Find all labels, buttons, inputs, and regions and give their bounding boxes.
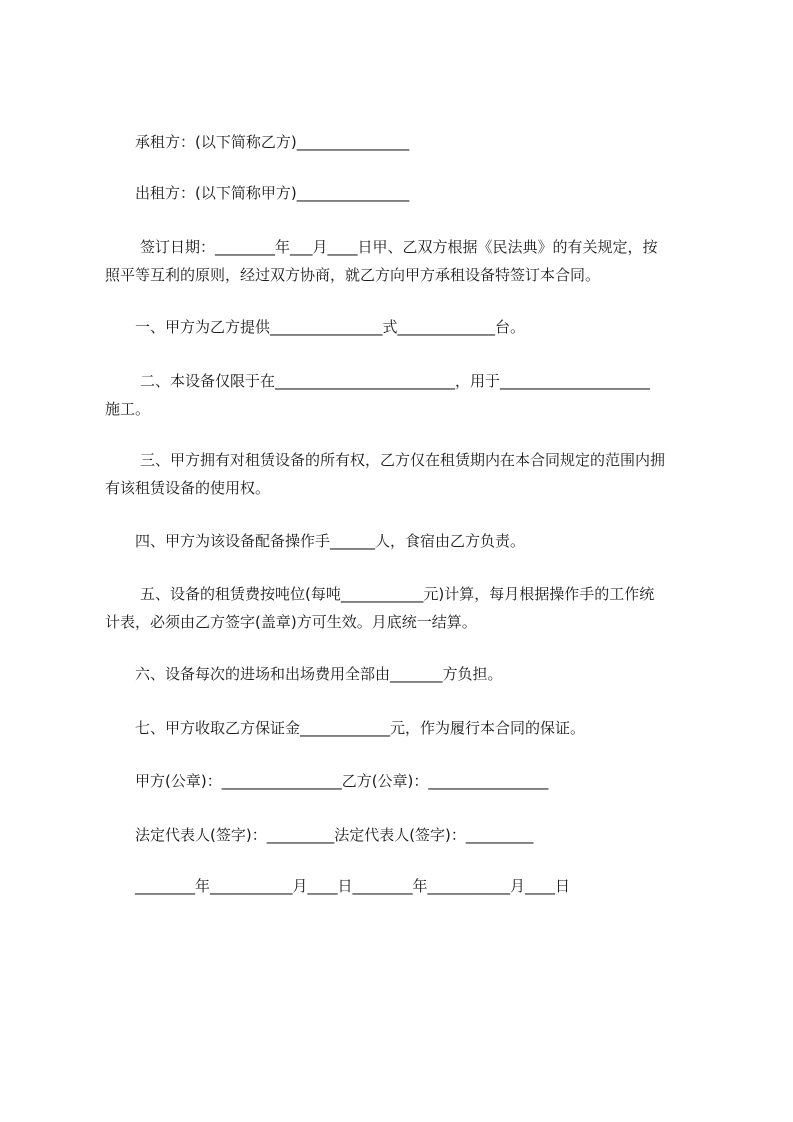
clause-6: 六、设备每次的进场和出场费用全部由_______方负担。 (135, 665, 503, 683)
signature-date-line: ________年___________月____日________年___________月____日 (135, 877, 571, 895)
clause-4: 四、甲方为该设备配备操作手______人，食宿由乙方负责。 (135, 532, 526, 550)
signing-date-line-1: 签订日期：________年___月____日甲、乙双方根据《民法典》的有关规定，按 (140, 238, 658, 256)
lessee-line: 承租方：(以下简称乙方)_______________ (135, 133, 410, 151)
clause-2-line-2: 施工。 (105, 400, 151, 418)
clause-2-paragraph (105, 367, 703, 423)
clause-3-paragraph (105, 446, 703, 502)
clause-3-line-1: 三、甲方拥有对租赁设备的所有权，乙方仅在租赁期内在本合同规定的范围内拥 (140, 451, 666, 469)
signing-date-paragraph (105, 233, 703, 289)
seal-line: 甲方(公章)：________________乙方(公章)：________________ (135, 772, 549, 790)
lessor-line: 出租方：(以下简称甲方)_______________ (135, 184, 410, 202)
clause-2-line-1: 二、本设备仅限于在________________________，用于____________________ (140, 372, 651, 390)
signing-date-line-2: 照平等互利的原则，经过双方协商，就乙方向甲方承租设备特签订本合同。 (105, 266, 601, 284)
clause-5-paragraph (105, 580, 703, 636)
clause-1: 一、甲方为乙方提供_______________式_____________台。 (135, 318, 526, 336)
legal-representative-line: 法定代表人(签字)：_________法定代表人(签字)：_________ (135, 826, 534, 844)
clause-5-line-2: 计表，必须由乙方签字(盖章)方可生效。月底统一结算。 (105, 613, 477, 631)
clause-3-line-2: 有该租赁设备的使用权。 (105, 479, 271, 497)
clause-5-line-1: 五、设备的租赁费按吨位(每吨___________元)计算，每月根据操作手的工作统 (140, 585, 655, 603)
clause-7: 七、甲方收取乙方保证金____________元，作为履行本合同的保证。 (135, 719, 586, 737)
